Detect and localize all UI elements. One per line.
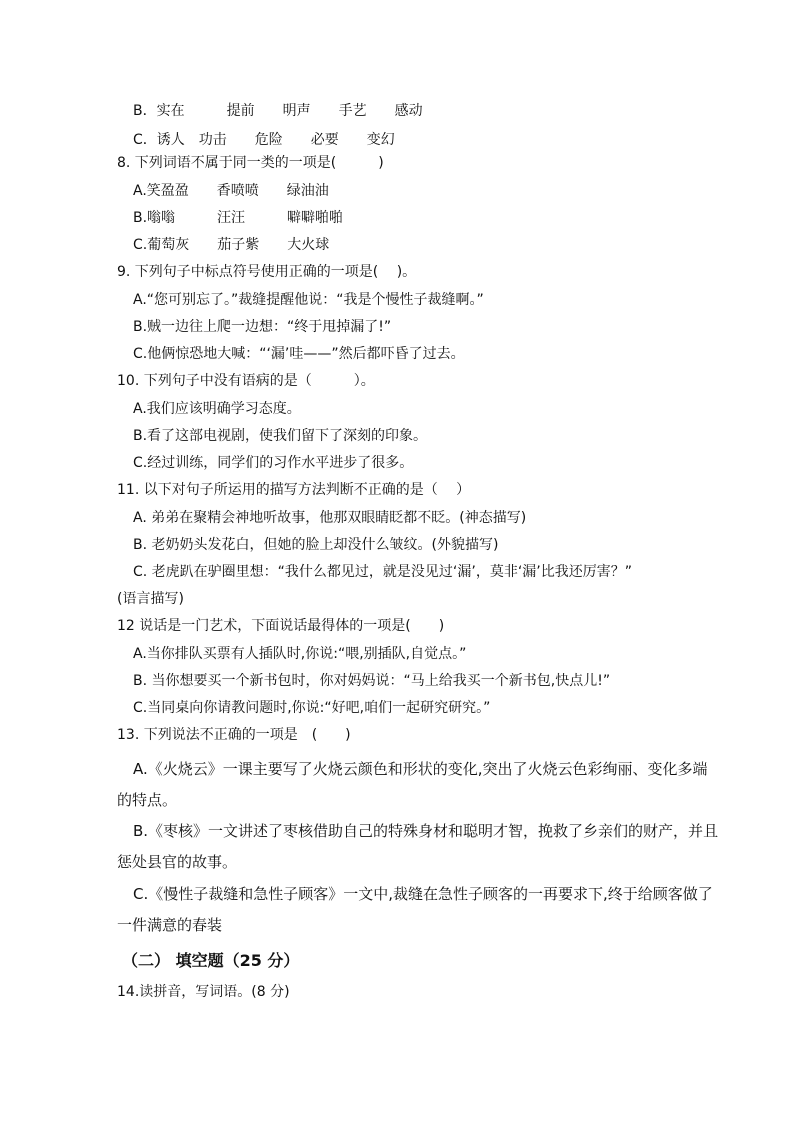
q8-option-b: B.嗡嗡 汪汪 噼噼啪啪 bbox=[133, 210, 344, 226]
q7-option-b: B．实在 提前 明声 手艺 感动 bbox=[133, 103, 423, 119]
q11-option-b: B. 老奶奶头发花白，但她的脸上却没什么皱纹。(外貌描写) bbox=[133, 537, 499, 553]
question-11: 11. 以下对句子所运用的描写方法判断不正确的是（ ） bbox=[117, 482, 471, 498]
q12-option-a: A.当你排队买票有人插队时,你说:“喂,别插队,自觉点。” bbox=[133, 646, 467, 662]
q8-option-c: C.葡萄灰 茄子紫 大火球 bbox=[133, 237, 330, 253]
q12-option-b: B. 当你想要买一个新书包时，你对妈妈说：“马上给我买一个新书包,快点儿!” bbox=[133, 673, 611, 689]
question-14: 14.读拼音，写词语。(8 分) bbox=[117, 984, 290, 1000]
q11-option-c-continued: (语言描写) bbox=[117, 591, 184, 607]
q10-option-a: A.我们应该明确学习态度。 bbox=[133, 401, 301, 417]
q11-option-c: C. 老虎趴在驴圈里想：“我什么都见过，就是没见过‘漏’，莫非‘漏’比我还厉害？” bbox=[133, 564, 632, 580]
question-12: 12 说话是一门艺术，下面说话最得体的一项是( ) bbox=[117, 618, 445, 634]
q9-option-b: B.贼一边往上爬一边想：“终于甩掉漏了!” bbox=[133, 319, 392, 335]
question-10: 10. 下列句子中没有语病的是（ ）。 bbox=[117, 373, 375, 389]
question-9: 9. 下列句子中标点符号使用正确的一项是( )。 bbox=[117, 264, 417, 280]
q12-option-c: C.当同桌向你请教问题时,你说:“好吧,咱们一起研究研究。” bbox=[133, 700, 491, 716]
q9-option-a: A.“您可别忘了。”裁缝提醒他说：“我是个慢性子裁缝啊。” bbox=[133, 292, 484, 308]
q10-option-c: C.经过训练，同学们的习作水平进步了很多。 bbox=[133, 455, 414, 471]
question-8: 8. 下列词语不属于同一类的一项是( ) bbox=[117, 155, 384, 171]
section-heading-fill-in: （二） 填空题（25 分） bbox=[122, 951, 300, 970]
q13-option-c-continued: 一件满意的春装 bbox=[117, 916, 223, 934]
q7-option-c: C．诱人 功击 危险 必要 变幻 bbox=[133, 132, 395, 148]
q10-option-b: B.看了这部电视剧，使我们留下了深刻的印象。 bbox=[133, 428, 428, 444]
q13-option-a-continued: 的特点。 bbox=[117, 791, 178, 809]
q11-option-a: A. 弟弟在聚精会神地听故事，他那双眼睛眨都不眨。(神态描写) bbox=[133, 510, 527, 526]
q8-option-a: A.笑盈盈 香喷喷 绿油油 bbox=[133, 183, 329, 199]
q9-option-c: C.他俩惊恐地大喊：“‘漏’哇——”然后都吓昏了过去。 bbox=[133, 346, 465, 362]
q13-option-b-continued: 惩处县官的故事。 bbox=[117, 853, 238, 871]
q13-option-b: B.《枣核》一文讲述了枣核借助自己的特殊身材和聪明才智，挽救了乡亲们的财产，并且 bbox=[133, 822, 719, 840]
q13-option-c: C.《慢性子裁缝和急性子顾客》一文中,裁缝在急性子顾客的一再要求下,终于给顾客做了 bbox=[133, 885, 713, 903]
question-13: 13. 下列说法不正确的一项是 ( ) bbox=[117, 727, 351, 743]
q13-option-a: A.《火烧云》一课主要写了火烧云颜色和形状的变化,突出了火烧云色彩绚丽、变化多端 bbox=[133, 760, 708, 778]
